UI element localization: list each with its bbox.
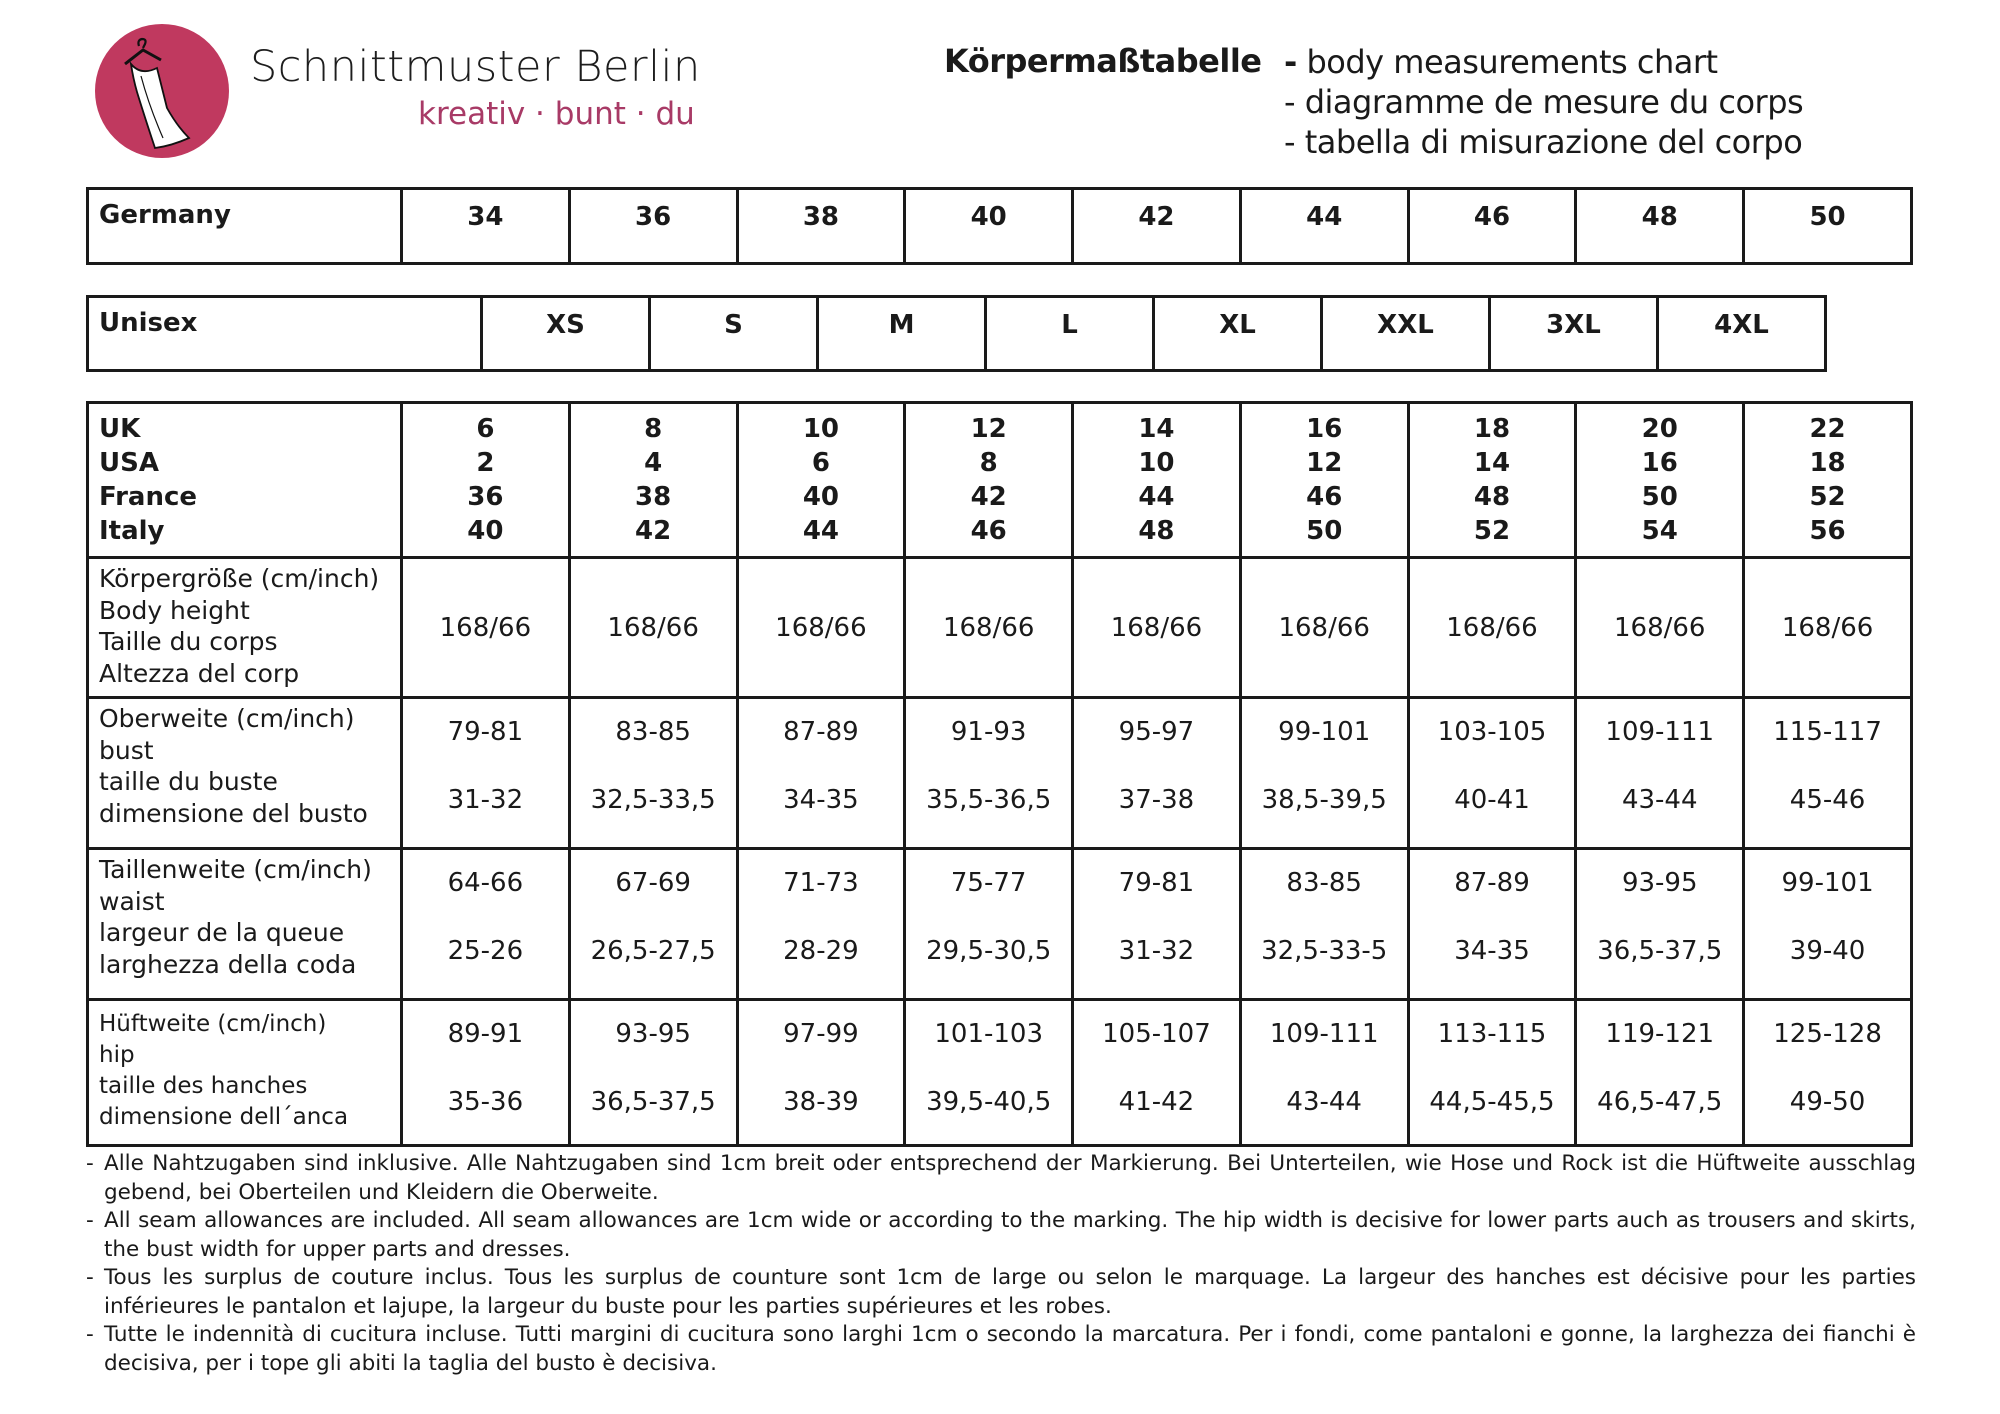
hip-label [88,1000,402,1146]
note-dash: - [86,1265,94,1290]
height-label [88,558,402,698]
note-dash: - [86,1151,94,1176]
label-line: Körpergröße (cm/inch) [99,564,380,593]
waist-inch-value: 26,5-27,5 [590,936,716,966]
conversion-cell [1408,403,1576,558]
hip-cm-value: 101-103 [934,1019,1043,1049]
conversion-value: 16 [1306,414,1343,444]
conversion-value: 18 [1473,414,1511,444]
hip-cell [1576,1000,1744,1146]
conversion-value: 6 [476,414,495,444]
conversion-value: 8 [644,414,663,444]
bust-inch-value: 43-44 [1621,785,1698,815]
conversion-value: 40 [467,516,504,546]
germany-size: 38 [737,189,905,264]
conversion-value: 48 [1138,516,1175,546]
hip-cell [737,1000,905,1146]
waist-label [88,849,402,1000]
subtitle-text: diagramme de mesure du corps [1304,83,1804,121]
dash: - [1284,123,1296,161]
height-value: 168/66 [1408,558,1576,698]
bust-cm-value: 99-101 [1278,717,1371,747]
conversion-stack [571,404,736,548]
hip-cell [905,1000,1073,1146]
page-title: Körpermaßtabelle [944,42,1262,80]
germany-size-table [86,187,1913,265]
waist-inch-value: 28-29 [783,936,859,966]
hip-cm-value: 97-99 [783,1019,859,1049]
height-value: 168/66 [569,558,737,698]
waist-cell [737,849,905,1000]
waist-cell [1073,849,1241,1000]
conversion-value: 52 [1809,482,1846,512]
table-row-height [88,558,1912,698]
conversion-value: 50 [1641,482,1678,512]
waist-cell [1240,849,1408,1000]
measurement-table [86,401,1913,1147]
hip-inch-value: 41-42 [1118,1087,1195,1117]
note-text: Tutte le indennità di cucitura incluse. Tutti margini di cucitura sono larghi 1cm o secondo la marcatura. Per i fondi, come pantaloni e gonne, la larghezza dei fianchi è decisiva, per i tope gli abiti la taglia del busto è decisiva. [104,1322,1916,1376]
hip-inch-value: 43-44 [1286,1087,1362,1117]
subtitle-text: tabella di misurazione del corpo [1304,123,1803,161]
notes-list [86,1150,1916,1378]
conversion-stack [403,404,568,548]
hip-cell [1408,1000,1576,1146]
bust-cell [569,698,737,849]
bust-inch-value: 32,5-33,5 [590,785,716,815]
bust-cm-value: 83-85 [615,717,691,747]
label-line: taille du buste [99,767,278,796]
subtitle-fr [1284,82,1803,122]
unisex-size: S [650,297,818,371]
label-line: Taille du corps [99,627,278,656]
label-line: Altezza del corp [99,658,300,688]
conversion-value: 22 [1809,414,1846,444]
height-value: 168/66 [1576,558,1744,698]
germany-size: 34 [402,189,570,264]
unisex-size: XS [482,297,650,371]
unisex-size: 4XL [1658,297,1826,371]
unisex-size: XXL [1322,297,1490,371]
label-line: Hüftweite (cm/inch) [99,1011,327,1037]
table-row-hip [88,1000,1912,1146]
hip-cm-value: 125-128 [1773,1019,1882,1049]
conversion-value: 46 [970,516,1007,546]
unisex-size: L [986,297,1154,371]
conversion-cell [737,403,905,558]
waist-inch-value: 39-40 [1789,936,1866,966]
hip-cm-value: 113-115 [1437,1019,1547,1049]
label-line: bust [99,735,154,765]
conversion-value: 20 [1641,414,1678,444]
note-text: Tous les surplus de couture inclus. Tous les surplus de counture sont 1cm de large ou selon le marquage. La largeur des hanches est décisive pour les parties inférieures le pantalon et lajupe, la largeur du buste pour les parties supérieures et les robes. [104,1265,1916,1319]
conversion-value: 46 [1306,482,1343,512]
hip-cm-value: 109-111 [1269,1019,1379,1049]
waist-inch-value: 36,5-37,5 [1597,936,1723,966]
conversion-value: 14 [1473,448,1511,478]
waist-inch-value: 34-35 [1454,936,1530,966]
waist-cm-value: 99-101 [1781,868,1874,898]
label-line: largeur de la queue [99,918,345,947]
conversion-value: 8 [979,448,998,478]
label-line: hip [99,1042,135,1068]
bust-cm-value: 87-89 [783,717,859,747]
waist-cm-value: 75-77 [950,868,1027,898]
conversion-value: 54 [1641,516,1678,546]
bust-cell [1408,698,1576,849]
label-line: taille des hanches [99,1073,308,1099]
conversion-value: 42 [970,482,1007,512]
conversion-label: UK [99,414,141,444]
conversion-stack [1577,404,1742,548]
brand-logo [95,24,229,158]
bust-inch-value: 37-38 [1118,785,1195,815]
conversion-label: Italy [99,516,165,546]
bust-inch-value: 45-46 [1789,785,1866,815]
waist-cell [905,849,1073,1000]
conversion-stack [739,404,904,548]
label-line: larghezza della coda [99,949,357,979]
conversion-value: 4 [644,448,663,478]
note-item [86,1264,1916,1321]
conversion-value: 10 [802,414,839,444]
note-item [86,1321,1916,1378]
subtitle-text: body measurements chart [1306,43,1718,81]
conversion-cell [1744,403,1912,558]
height-value: 168/66 [737,558,905,698]
conversion-value: 42 [635,516,672,546]
conversion-value: 38 [635,482,672,512]
conversion-stack [906,404,1071,548]
waist-cm-value: 93-95 [1621,868,1698,898]
hip-inch-value: 36,5-37,5 [590,1087,716,1117]
hip-cell [1744,1000,1912,1146]
label-line: Oberweite (cm/inch) [99,704,355,733]
hip-cm-value: 93-95 [615,1019,691,1049]
bust-cell [1576,698,1744,849]
bust-inch-value: 31-32 [447,785,524,815]
conversion-value: 18 [1809,448,1846,478]
bust-cell [1240,698,1408,849]
bust-cm-value: 103-105 [1437,717,1547,747]
note-dash: - [86,1322,94,1347]
waist-cm-value: 87-89 [1454,868,1530,898]
bust-inch-value: 38,5-39,5 [1261,785,1387,815]
germany-size: 50 [1744,189,1912,264]
note-text: Alle Nahtzugaben sind inklusive. Alle Nahtzugaben sind 1cm breit oder entsprechend der Markierung. Bei Unterteilen, wie Hose und Rock ist die Hüftweite ausschlag gebend, bei Oberteilen und Kleidern die Oberweite. [104,1151,1916,1205]
conversion-cell [1240,403,1408,558]
germany-label: Germany [88,189,402,264]
germany-size: 46 [1408,189,1576,264]
height-value: 168/66 [1073,558,1241,698]
dress-on-hanger-icon [95,24,229,158]
waist-cm-value: 67-69 [615,868,691,898]
label-line: dimensione del busto [99,798,368,828]
height-value: 168/66 [402,558,570,698]
germany-size: 48 [1576,189,1744,264]
hip-cm-value: 105-107 [1102,1019,1211,1049]
unisex-size: XL [1154,297,1322,371]
hip-cell [1073,1000,1241,1146]
conversion-value: 12 [970,414,1007,444]
waist-inch-value: 29,5-30,5 [926,936,1052,966]
note-item [86,1207,1916,1264]
waist-cm-value: 79-81 [1118,868,1195,898]
conversion-cell [1073,403,1241,558]
dash: - [1284,83,1296,121]
height-value: 168/66 [1744,558,1912,698]
label-line: waist [99,886,165,916]
conversion-stack [1074,404,1239,548]
conversion-value: 44 [1138,482,1175,512]
note-dash: - [86,1208,94,1233]
bust-cell [1744,698,1912,849]
hip-inch-value: 38-39 [783,1087,859,1117]
waist-cell [1408,849,1576,1000]
hip-inch-value: 35-36 [447,1087,524,1117]
conversion-value: 40 [802,482,839,512]
conversion-stack [1745,404,1910,548]
unisex-label: Unisex [88,297,482,371]
dash: - [1284,43,1297,81]
bust-label [88,698,402,849]
label-line: Body height [99,595,250,625]
hip-cell [1240,1000,1408,1146]
hip-cm-value: 89-91 [447,1019,524,1049]
waist-inch-value: 31-32 [1118,936,1195,966]
brand-tagline: kreativ · bunt · du [418,96,695,132]
waist-cell [1576,849,1744,1000]
hip-cell [402,1000,570,1146]
germany-size: 42 [1073,189,1241,264]
hip-inch-value: 46,5-47,5 [1597,1087,1723,1117]
conversion-value: 44 [802,516,839,546]
bust-cm-value: 79-81 [447,717,524,747]
waist-cm-value: 64-66 [447,868,524,898]
conversion-value: 52 [1473,516,1511,546]
height-value: 168/66 [1240,558,1408,698]
hip-inch-value: 39,5-40,5 [926,1087,1052,1117]
bust-inch-value: 35,5-36,5 [926,785,1052,815]
conversion-label: USA [99,448,159,478]
unisex-size: 3XL [1490,297,1658,371]
hip-inch-value: 49-50 [1789,1087,1866,1117]
conversion-cell [569,403,737,558]
conversion-stack [1242,404,1407,548]
subtitle-list [1284,42,1803,162]
bust-inch-value: 34-35 [783,785,859,815]
bust-cm-value: 115-117 [1773,717,1882,747]
hip-cm-value: 119-121 [1605,1019,1715,1049]
bust-cell [905,698,1073,849]
conversion-value: 56 [1809,516,1846,546]
unisex-size-table [86,295,1827,372]
bust-inch-value: 40-41 [1454,785,1530,815]
conversion-value: 10 [1138,448,1175,478]
hip-cell [569,1000,737,1146]
table-row-conversions [88,403,1912,558]
label-line: Taillenweite (cm/inch) [99,855,372,884]
subtitle-it [1284,122,1803,162]
bust-cell [402,698,570,849]
waist-inch-value: 25-26 [447,936,524,966]
waist-cm-value: 83-85 [1286,868,1362,898]
conversion-cell [402,403,570,558]
conversion-label: France [99,482,198,512]
conversion-value: 16 [1641,448,1678,478]
bust-cm-value: 91-93 [950,717,1027,747]
waist-cell [402,849,570,1000]
conversion-value: 14 [1138,414,1175,444]
height-value: 168/66 [905,558,1073,698]
conversion-cell [905,403,1073,558]
waist-inch-value: 32,5-33-5 [1261,936,1388,966]
waist-cell [569,849,737,1000]
conversion-stack [1410,404,1575,548]
conversion-value: 48 [1473,482,1511,512]
bust-cm-value: 109-111 [1605,717,1715,747]
conversion-labels [88,403,402,558]
bust-cell [737,698,905,849]
brand-name: Schnittmuster Berlin [250,42,701,92]
germany-size: 44 [1240,189,1408,264]
germany-size: 40 [905,189,1073,264]
conversion-value: 50 [1306,516,1343,546]
hip-inch-value: 44,5-45,5 [1429,1087,1555,1117]
bust-cm-value: 95-97 [1118,717,1195,747]
unisex-size: M [818,297,986,371]
table-row-waist [88,849,1912,1000]
conversion-value: 6 [811,448,830,478]
waist-cell [1744,849,1912,1000]
germany-size: 36 [569,189,737,264]
waist-cm-value: 71-73 [783,868,859,898]
note-text: All seam allowances are included. All seam allowances are 1cm wide or according to the marking. The hip width is decisive for lower parts auch as trousers and skirts, the bust width for upper parts and dresses. [104,1208,1916,1262]
conversion-value: 2 [476,448,495,478]
conversion-value: 36 [467,482,504,512]
bust-cell [1073,698,1241,849]
table-row [88,189,1912,264]
table-row-bust [88,698,1912,849]
label-line: dimensione dell´anca [99,1104,349,1130]
subtitle-en [1284,42,1803,82]
table-row [88,297,1826,371]
note-item [86,1150,1916,1207]
conversion-cell [1576,403,1744,558]
conversion-value: 12 [1306,448,1343,478]
